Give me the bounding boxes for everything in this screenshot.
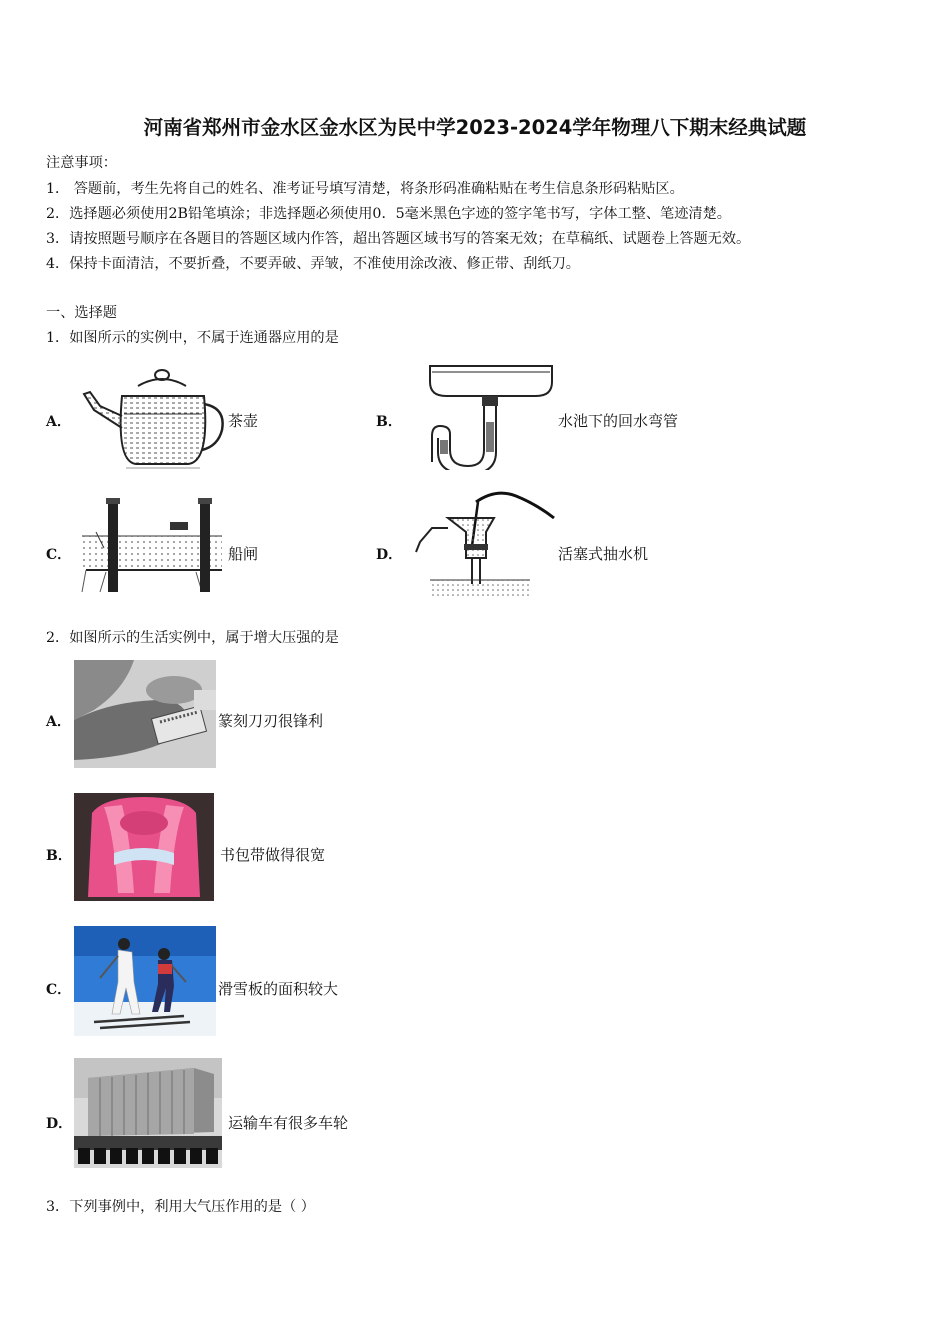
- question-2-stem: 2．如图所示的生活实例中，属于增大压强的是: [46, 630, 339, 646]
- q1-option-c-letter[interactable]: C．: [46, 547, 72, 563]
- question-1-stem: 1．如图所示的实例中，不属于连通器应用的是: [46, 330, 339, 346]
- q1-option-b-caption: 水池下的回水弯管: [558, 412, 679, 430]
- ship-lock-figure: [76, 492, 226, 604]
- q2-option-d-letter[interactable]: D．: [46, 1116, 73, 1132]
- q2-option-a-caption: 篆刻刀刃很锋利: [218, 712, 324, 730]
- q1-option-d-caption: 活塞式抽水机: [558, 545, 649, 563]
- transport-truck-photo: [74, 1058, 222, 1168]
- q1-option-c-caption: 船闸: [228, 545, 259, 563]
- q2-option-a-letter[interactable]: A．: [46, 714, 71, 730]
- notice-item: 1． 答题前，考生先将自己的姓名、准考证号填写清楚，将条形码准确粘贴在考生信息条形码粘贴区。: [46, 181, 684, 197]
- piston-pump-figure: [406, 488, 558, 604]
- page-title: 河南省郑州市金水区金水区为民中学2023-2024学年物理八下期末经典试题: [143, 116, 807, 139]
- q1-option-b-letter[interactable]: B．: [376, 414, 402, 430]
- section-heading: 一、选择题: [46, 305, 117, 321]
- carving-knife-photo: [74, 660, 216, 768]
- notice-item: 2．选择题必须使用2B铅笔填涂；非选择题必须使用0．5毫米黑色字迹的签字笔书写，字体工整、笔迹清楚。: [46, 206, 731, 222]
- notice-item: 3．请按照题号顺序在各题目的答题区域内作答，超出答题区域书写的答案无效；在草稿纸、试题卷上答题无效。: [46, 231, 751, 247]
- teapot-figure: [76, 366, 226, 470]
- q1-option-d-letter[interactable]: D．: [376, 547, 403, 563]
- q1-option-a-caption: 茶壶: [228, 412, 259, 430]
- sink-trap-figure: [406, 362, 556, 470]
- q2-option-d-caption: 运输车有很多车轮: [228, 1114, 349, 1132]
- q2-option-c-letter[interactable]: C．: [46, 982, 72, 998]
- q2-option-b-caption: 书包带做得很宽: [220, 846, 326, 864]
- notice-item: 4．保持卡面清洁，不要折叠，不要弄破、弄皱，不准使用涂改液、修正带、刮纸刀。: [46, 256, 580, 272]
- backpack-photo: [74, 793, 214, 901]
- q2-option-b-letter[interactable]: B．: [46, 848, 72, 864]
- skiing-photo: [74, 926, 216, 1036]
- q2-option-c-caption: 滑雪板的面积较大: [218, 980, 339, 998]
- notice-heading: 注意事项：: [46, 155, 117, 171]
- question-3-stem: 3．下列事例中，利用大气压作用的是（ ）: [46, 1199, 315, 1215]
- q1-option-a-letter[interactable]: A．: [46, 414, 71, 430]
